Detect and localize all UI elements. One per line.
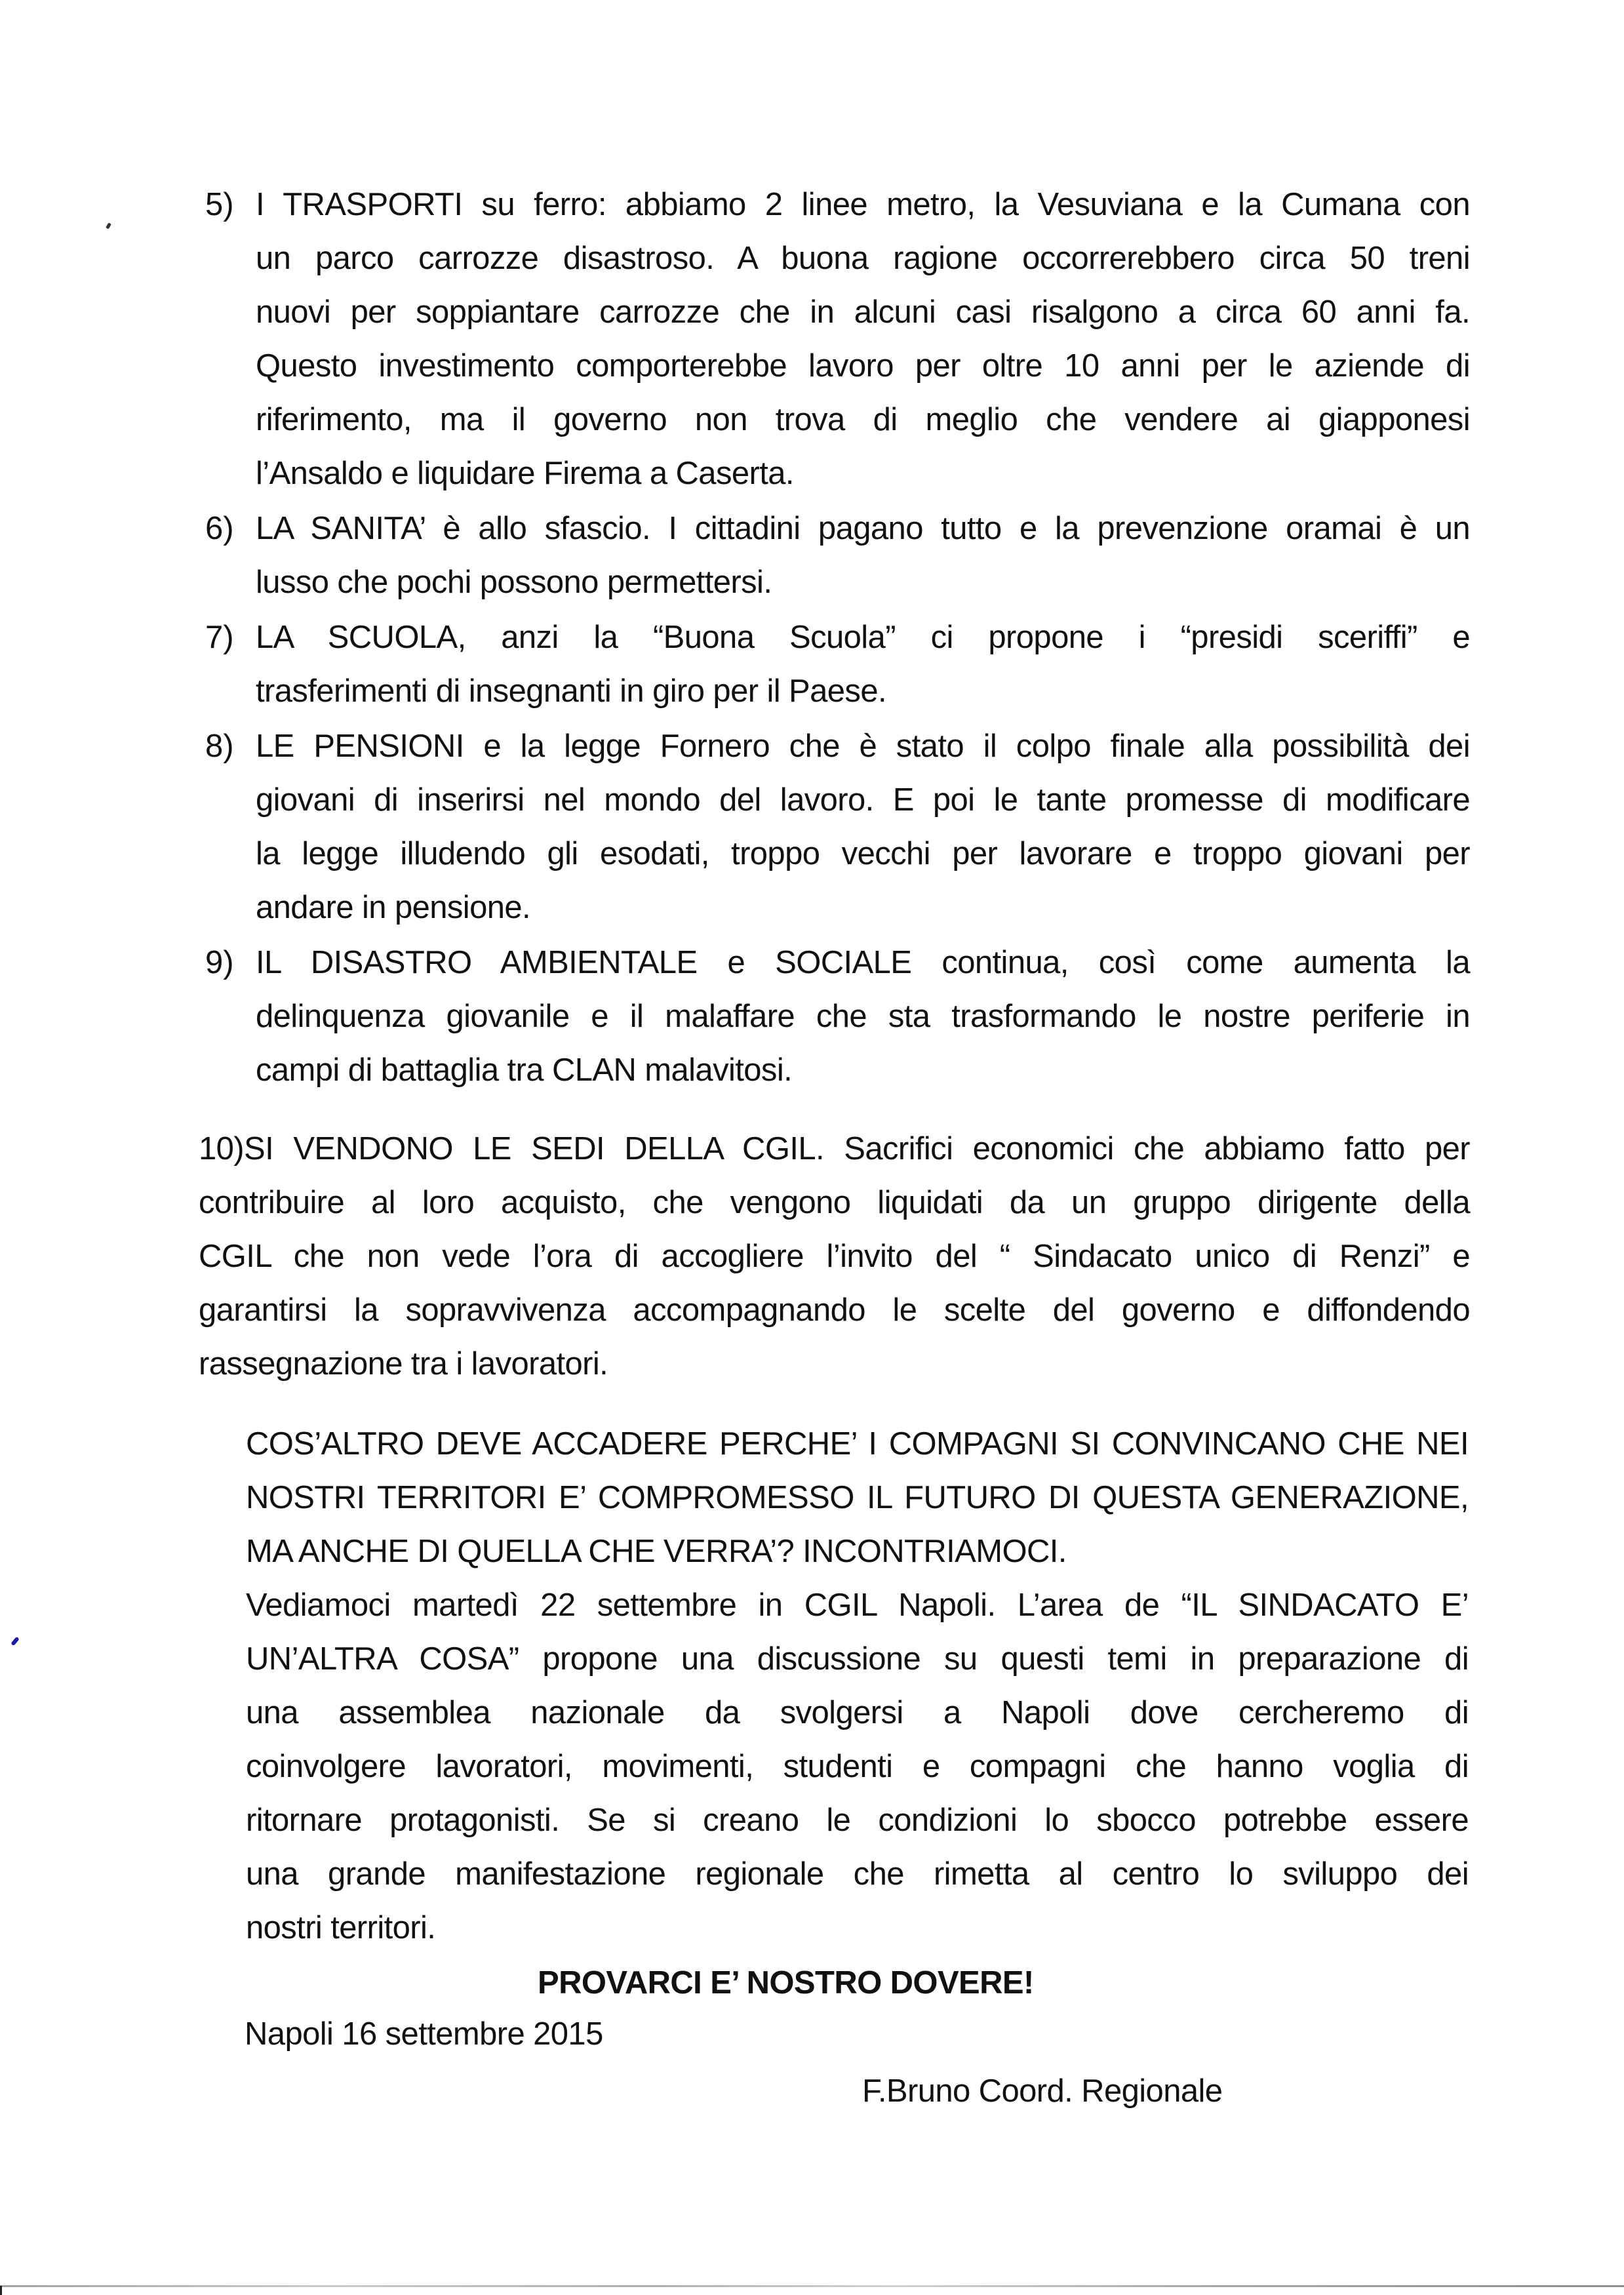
item-7-line: LA SCUOLA, anzi la “Buona Scuola” ci propone i “presidi sceriffi” e <box>256 620 1470 655</box>
item-8-line: giovani di inserirsi nel mondo del lavoro. E poi le tante promesse di modificare <box>256 782 1470 818</box>
closing-line: COS’ALTRO DEVE ACCADERE PERCHE’ I COMPAGNI SI CONVINCANO CHE NEI <box>246 1426 1469 1462</box>
item-number-7: 7) <box>205 620 234 655</box>
item-10-line: contribuire al loro acquisto, che vengono liquidati da un gruppo dirigente della <box>199 1185 1470 1220</box>
item-5-line: un parco carrozze disastroso. A buona ragione occorrerebbero circa 50 treni <box>256 241 1470 276</box>
item-5-line: I TRASPORTI su ferro: abbiamo 2 linee metro, la Vesuviana e la Cumana con <box>256 187 1470 222</box>
item-number-5: 5) <box>205 187 234 222</box>
item-6-line: LA SANITA’ è allo sfascio. I cittadini pagano tutto e la prevenzione oramai è un <box>256 511 1470 546</box>
closing-line: NOSTRI TERRITORI E’ COMPROMESSO IL FUTURO DI QUESTA GENERAZIONE, <box>246 1480 1469 1515</box>
item-10-line: 10)SI VENDONO LE SEDI DELLA CGIL. Sacrifici economici che abbiamo fatto per <box>199 1131 1470 1167</box>
scan-corner-edge <box>0 2286 2 2295</box>
item-10-line: garantirsi la sopravvivenza accompagnando le scelte del governo e diffondendo <box>199 1292 1470 1328</box>
closing-line: coinvolgere lavoratori, movimenti, studenti e compagni che hanno voglia di <box>246 1749 1469 1784</box>
item-5-line: nuovi per soppiantare carrozze che in alcuni casi risalgono a circa 60 anni fa. <box>256 294 1470 330</box>
item-number-6: 6) <box>205 511 234 546</box>
closing-line: UN’ALTRA COSA” propone una discussione su questi temi in preparazione di <box>246 1641 1469 1677</box>
item-8-line: la legge illudendo gli esodati, troppo vecchi per lavorare e troppo giovani per <box>256 836 1470 871</box>
item-10-line: rassegnazione tra i lavoratori. <box>199 1346 608 1382</box>
slogan-heading: PROVARCI E’ NOSTRO DOVERE! <box>538 1965 1034 2001</box>
closing-line: Vediamoci martedì 22 settembre in CGIL Napoli. L’area de “IL SINDACATO E’ <box>246 1587 1469 1623</box>
item-7-line: trasferimenti di insegnanti in giro per il Paese. <box>256 673 886 709</box>
item-5-line: Questo investimento comporterebbe lavoro per oltre 10 anni per le aziende di <box>256 348 1470 384</box>
scan-bottom-edge <box>0 2285 1624 2287</box>
item-number-9: 9) <box>205 945 234 980</box>
closing-line: nostri territori. <box>246 1910 436 1946</box>
pen-mark <box>10 1637 20 1646</box>
item-8-line: andare in pensione. <box>256 890 531 925</box>
item-10-line: CGIL che non vede l’ora di accogliere l’invito del “ Sindacato unico di Renzi” e <box>199 1239 1470 1274</box>
signature: F.Bruno Coord. Regionale <box>862 2073 1223 2109</box>
item-6-line: lusso che pochi possono permettersi. <box>256 565 772 600</box>
closing-line: una grande manifestazione regionale che rimetta al centro lo sviluppo dei <box>246 1856 1469 1892</box>
closing-line: una assemblea nazionale da svolgersi a Napoli dove cercheremo di <box>246 1695 1469 1730</box>
closing-line: ritornare protagonisti. Se si creano le condizioni lo sbocco potrebbe essere <box>246 1803 1469 1838</box>
item-8-line: LE PENSIONI e la legge Fornero che è stato il colpo finale alla possibilità dei <box>256 728 1470 764</box>
item-9-line: IL DISASTRO AMBIENTALE e SOCIALE continua, così come aumenta la <box>256 945 1470 980</box>
closing-line: MA ANCHE DI QUELLA CHE VERRA’? INCONTRIAMOCI. <box>246 1534 1067 1569</box>
item-number-8: 8) <box>205 728 234 764</box>
item-9-line: campi di battaglia tra CLAN malavitosi. <box>256 1052 793 1088</box>
place-date: Napoli 16 settembre 2015 <box>245 2016 603 2052</box>
item-5-line: l’Ansaldo e liquidare Firema a Caserta. <box>256 456 794 491</box>
item-9-line: delinquenza giovanile e il malaffare che sta trasformando le nostre periferie in <box>256 999 1470 1034</box>
item-5-line: riferimento, ma il governo non trova di meglio che vendere ai giapponesi <box>256 402 1470 437</box>
scan-speck <box>106 222 111 229</box>
